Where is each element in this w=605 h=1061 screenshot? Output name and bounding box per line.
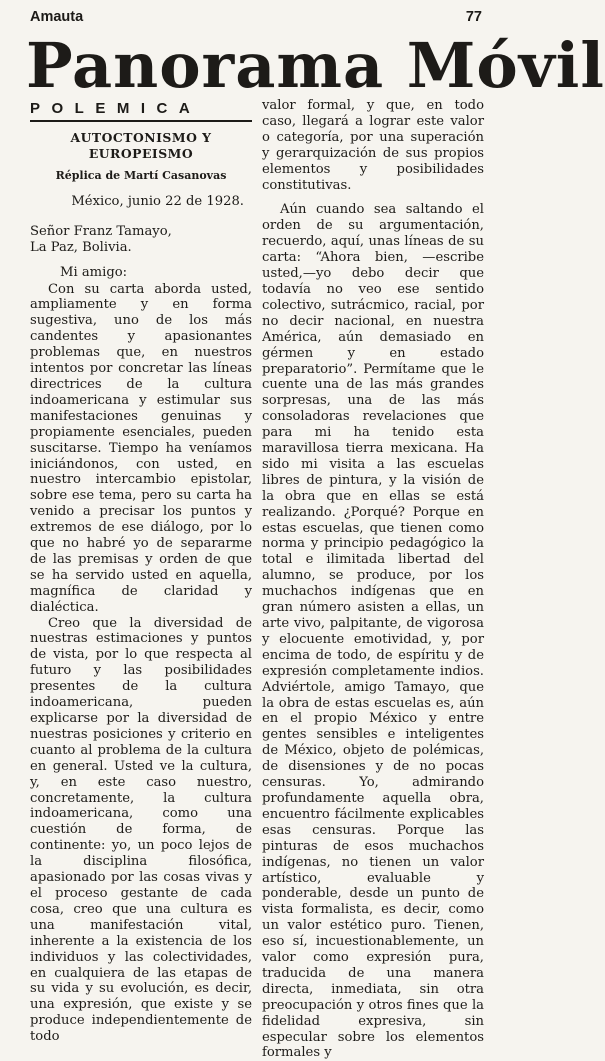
article-subtitle: AUTOCTONISMO Y EUROPEISMO (70, 130, 212, 161)
section-heading: POLEMICA (30, 100, 202, 117)
page-number: 77 (465, 9, 482, 25)
body-paragraph: valor formal, y que, en todo caso, llegará a lograr este valor o categoría, por una superación y gerarquización de sus propios elementos y posibilidades constitutivas. (262, 98, 484, 193)
addressee-line: La Paz, Bolivia. (30, 239, 132, 255)
article-byline: Réplica de Martí Casanovas (55, 169, 227, 182)
right-column (262, 98, 484, 1061)
page-title: Panorama Móvil (26, 29, 605, 102)
body-paragraph: Creo que la diversidad de nuestras estimaciones y puntos de vista, por lo que respecta al futuro y las posibilidades presentes de la cultura indoamericana, pueden explicarse por la diversidad de nuestras posiciones y criterio en cuanto al problema de la cultura en general. Usted ve la cultura, y, en este caso nuestro, concretamente, la cultura indoamericana, como una cuestión de forma, de continente: yo, un poco lejos de la disciplina filosófica, apasionado por las cosas vivas y el proceso gestante de cada cosa, creo que una cultura es una manifestación vital, inherente a la existencia de los individuos y las colectividades, en cualquiera de las etapas de su vida y su evolución, es decir, una expresión, que existe y se produce independientemente de todo (30, 615, 252, 1045)
page-header (30, 9, 482, 27)
journal-name: Amauta (30, 9, 84, 25)
left-column (30, 98, 252, 1045)
body-paragraph: Aún cuando sea saltando el orden de su argumentación, recuerdo, aquí, unas líneas de su carta: “Ahora bien, —escribe usted,—yo debo decir que todavía no veo ese sentido colectivo, sutrácmico, racial, por no decir nacional, en nuestra América, aún demasiado en gérmen y en estado preparatorio”. Permítame que le cuente una de las más grandes sorpresas, una de las más consoladoras revelaciones que para mi ha tenido esta maravillosa tierra mexicana. Ha sido mi visita a las escuelas libres de pintura, y la visión de la obra que en ellas se está realizando. ¿Porqué? Porque en estas escuelas, que tienen como norma y principio pedagógico la total e ilimitada libertad del alumno, se produce, por los muchachos indígenas que en gran número asisten a ellas, un arte vivo, palpitante, de vigorosa y elocuente emotividad, y, por encima de todo, de espíritu y de expresión completamente indios. Adviértole, amigo Tamayo, que la obra de estas escuelas es, aún en el propio México y entre gentes sensibles e inteligentes de México, objeto de polémicas, de disensiones y de no pocas censuras. Yo, admirando profundamente aquella obra, encuentro fácilmente explicables esas censuras. Porque las pinturas de esos muchachos indígenas, no tienen un valor artístico, evaluable y ponderable, desde un punto de vista formalista, es decir, como un valor estético puro. Tienen, eso sí, incuestionablemente, un valor como expresión pura, traducida de una manera directa, inmediata, sin otra preocupación y otros fines que la fidelidad expresiva, sin especular sobre los elementos formales y (262, 202, 484, 1061)
body-paragraph: Con su carta aborda usted, ampliamente y en forma sugestiva, uno de los más candentes y apasionantes problemas que, en nuestros intentos por concretar las líneas directrices de la cultura indoamericana y estimular sus manifestaciones genuinas y propiamente esenciales, pueden suscitarse. Tiempo ha veníamos iniciándonos, con usted, en nuestro intercambio epistolar, sobre ese tema, pero su carta ha venido a precisar los puntos y extremos de ese diálogo, por lo que no habré yo de separarme de las premisas y orden de que se ha servido usted en aquella, magnífica de claridad y dialéctica. (30, 281, 252, 615)
dateline: México, junio 22 de 1928. (71, 193, 244, 209)
salutation: Mi amigo: (60, 264, 128, 280)
addressee-line: Señor Franz Tamayo, (30, 223, 172, 239)
addressee (30, 224, 252, 256)
section-rule (30, 120, 252, 122)
